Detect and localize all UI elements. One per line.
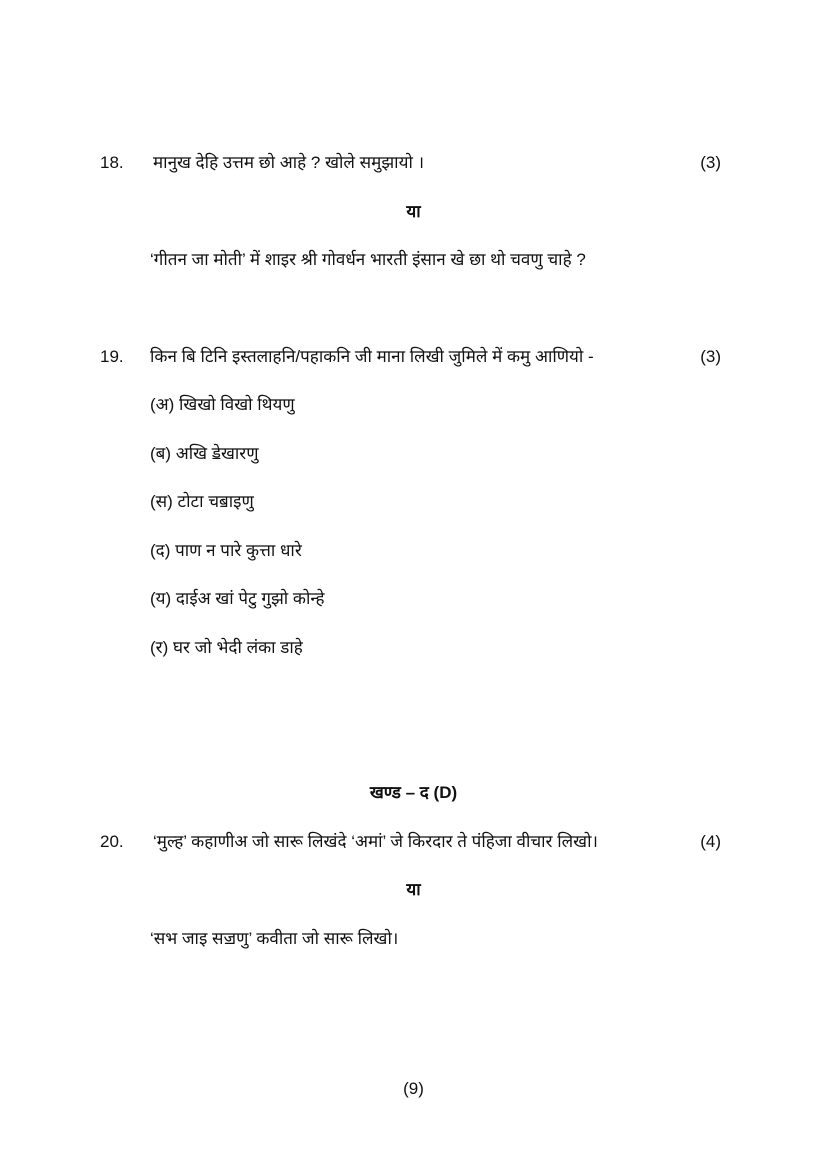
option-item: (स) टोटा चॿाइणु [150,492,254,511]
page-number: (9) [403,1079,424,1098]
alternative-question-text: ‘गीतन जा मोती’ में शाइर श्री गोवर्धन भारती इंसान खे छा थो चवणु चाहे ? [150,250,586,269]
option-item: (द) पाण न पारे कुत्ता धारे [150,541,302,560]
option-item: (र) घर जो भेदी लंका डाहे [150,638,303,657]
option-item: (य) दाईअ खां पेटु गुझो कोन्हे [150,589,325,608]
question-text: मानुख देहि उत्तम छो आहे ? खोले समुझायो । [153,153,425,172]
question-marks: (4) [700,832,721,851]
or-label: या [406,202,421,221]
alternative-question-text: ‘सभ जाइ सॼणु’ कवीता जो सारू लिखो। [150,929,399,948]
question-number: 20. [100,832,124,851]
option-item: (ब) अखि ॾेखारणु [150,444,259,463]
question-number: 19. [100,347,124,366]
question-marks: (3) [700,153,721,172]
question-marks: (3) [700,347,721,366]
question-number: 18. [100,153,124,172]
or-label: या [406,880,421,899]
question-text: किन बि टिनि इस्तलाहनि/पहाकनि जी माना लिखी जुमिले में कमु आणियो - [150,347,594,366]
option-item: (अ) खिखो विखो थियणु [150,395,295,414]
section-heading: खण्ड – द (D) [369,783,458,802]
question-text: ‘मुल्ह’ कहाणीअ जो सारू लिखंदे ‘अमां’ जे किरदार ते पंहिजा वीचार लिखो। [153,832,598,851]
